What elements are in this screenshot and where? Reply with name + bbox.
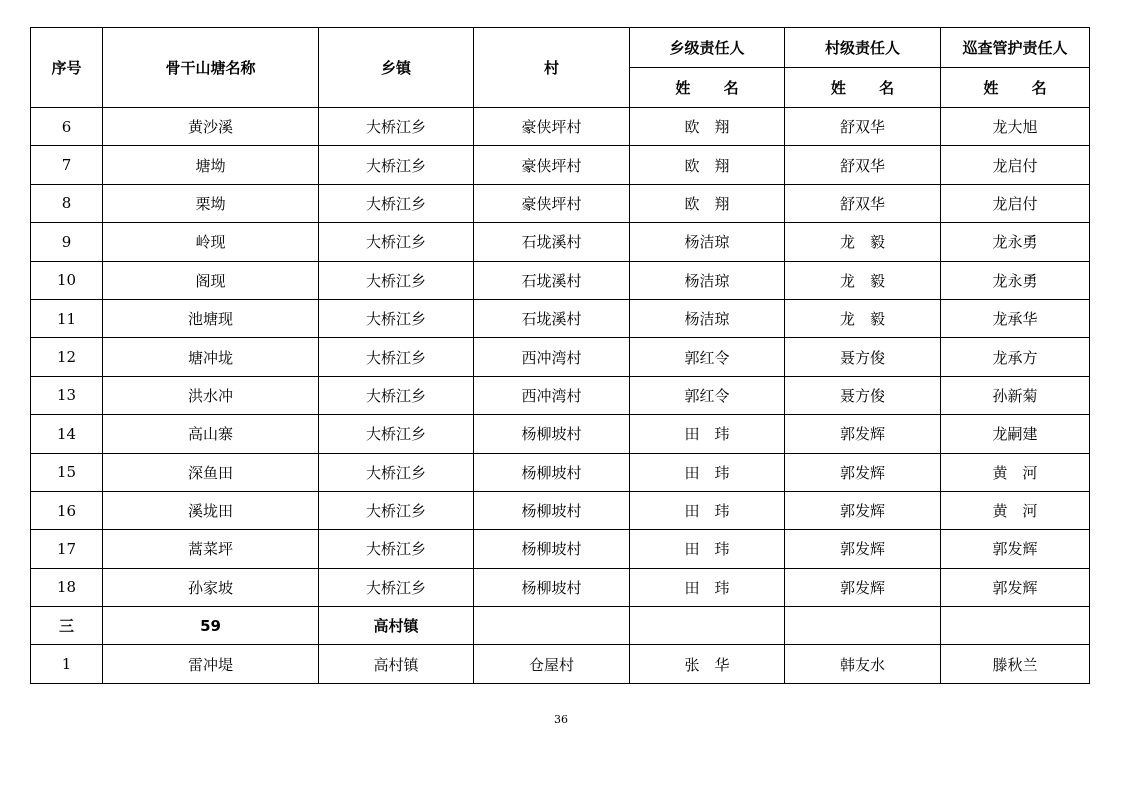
cell-patrol-person: 孙新菊	[941, 376, 1090, 414]
header-village: 村	[474, 28, 630, 108]
cell-pond-name: 栗坳	[103, 184, 319, 222]
cell-seq: 8	[31, 184, 103, 222]
header-seq: 序号	[31, 28, 103, 108]
cell-patrol-person: 黄 河	[941, 491, 1090, 529]
cell-pond-name: 洪水冲	[103, 376, 319, 414]
cell-township: 大桥江乡	[319, 415, 474, 453]
cell-township: 大桥江乡	[319, 261, 474, 299]
table-row	[31, 491, 1090, 529]
cell-village: 石垅溪村	[474, 223, 630, 261]
table-row	[31, 453, 1090, 491]
cell-seq: 7	[31, 146, 103, 184]
cell-village: 西冲湾村	[474, 338, 630, 376]
table-row	[31, 261, 1090, 299]
cell-seq: 15	[31, 453, 103, 491]
table-row	[31, 223, 1090, 261]
cell-township-person: 田 玮	[630, 530, 785, 568]
table-row	[31, 338, 1090, 376]
section-seq: 三	[31, 607, 103, 645]
section-township: 高村镇	[319, 607, 474, 645]
header-village-responsible: 村级责任人	[785, 28, 941, 68]
cell-pond-name: 蒿菜坪	[103, 530, 319, 568]
cell-township-person: 欧 翔	[630, 108, 785, 146]
cell-village: 豪侠坪村	[474, 108, 630, 146]
cell-township-person: 田 玮	[630, 415, 785, 453]
cell-township: 大桥江乡	[319, 568, 474, 606]
cell-pond-name: 高山寨	[103, 415, 319, 453]
table-row	[31, 568, 1090, 606]
cell-township: 大桥江乡	[319, 530, 474, 568]
cell-village-person: 郭发辉	[785, 568, 941, 606]
table-row	[31, 299, 1090, 337]
cell-village: 石垅溪村	[474, 299, 630, 337]
table-row	[31, 645, 1090, 683]
cell-township: 大桥江乡	[319, 299, 474, 337]
table-row	[31, 108, 1090, 146]
header-row-1	[31, 28, 1090, 68]
empty-cell	[785, 607, 941, 645]
cell-seq: 11	[31, 299, 103, 337]
cell-pond-name: 黄沙溪	[103, 108, 319, 146]
cell-seq: 16	[31, 491, 103, 529]
header-township-responsible: 乡级责任人	[630, 28, 785, 68]
section-count: 59	[103, 607, 319, 645]
cell-patrol-person: 黄 河	[941, 453, 1090, 491]
cell-patrol-person: 龙永勇	[941, 223, 1090, 261]
cell-township: 大桥江乡	[319, 146, 474, 184]
cell-pond-name: 溪垅田	[103, 491, 319, 529]
table-row	[31, 146, 1090, 184]
cell-seq: 6	[31, 108, 103, 146]
cell-pond-name: 池塘现	[103, 299, 319, 337]
cell-patrol-person: 郭发辉	[941, 568, 1090, 606]
cell-village-person: 郭发辉	[785, 415, 941, 453]
cell-village: 仓屋村	[474, 645, 630, 683]
cell-seq: 18	[31, 568, 103, 606]
cell-village: 杨柳坡村	[474, 415, 630, 453]
cell-pond-name: 雷冲堤	[103, 645, 319, 683]
table-row	[31, 184, 1090, 222]
cell-seq: 1	[31, 645, 103, 683]
table-body	[31, 108, 1090, 684]
cell-patrol-person: 龙嗣建	[941, 415, 1090, 453]
cell-patrol-person: 龙永勇	[941, 261, 1090, 299]
cell-pond-name: 塘冲垅	[103, 338, 319, 376]
page-number: 36	[554, 713, 568, 726]
header-pond-name: 骨干山塘名称	[103, 28, 319, 108]
cell-village: 杨柳坡村	[474, 453, 630, 491]
cell-township-person: 欧 翔	[630, 146, 785, 184]
cell-seq: 9	[31, 223, 103, 261]
cell-village-person: 聂方俊	[785, 376, 941, 414]
cell-seq: 13	[31, 376, 103, 414]
empty-cell	[941, 607, 1090, 645]
cell-township: 大桥江乡	[319, 184, 474, 222]
cell-village: 杨柳坡村	[474, 568, 630, 606]
cell-township-person: 郭红令	[630, 338, 785, 376]
cell-village-person: 舒双华	[785, 184, 941, 222]
cell-village: 杨柳坡村	[474, 491, 630, 529]
cell-patrol-person: 龙启付	[941, 184, 1090, 222]
cell-village-person: 郭发辉	[785, 530, 941, 568]
cell-pond-name: 阁现	[103, 261, 319, 299]
cell-village-person: 聂方俊	[785, 338, 941, 376]
cell-village: 石垅溪村	[474, 261, 630, 299]
cell-township-person: 田 玮	[630, 491, 785, 529]
cell-village-person: 郭发辉	[785, 453, 941, 491]
empty-cell	[474, 607, 630, 645]
cell-township-person: 张 华	[630, 645, 785, 683]
cell-township-person: 郭红令	[630, 376, 785, 414]
cell-township-person: 欧 翔	[630, 184, 785, 222]
cell-township: 大桥江乡	[319, 223, 474, 261]
cell-township-person: 田 玮	[630, 453, 785, 491]
cell-patrol-person: 郭发辉	[941, 530, 1090, 568]
cell-patrol-person: 龙启付	[941, 146, 1090, 184]
cell-village-person: 舒双华	[785, 108, 941, 146]
cell-village-person: 龙 毅	[785, 261, 941, 299]
cell-patrol-person: 龙大旭	[941, 108, 1090, 146]
header-name-label: 姓 名	[941, 68, 1090, 108]
cell-village: 西冲湾村	[474, 376, 630, 414]
cell-township: 大桥江乡	[319, 108, 474, 146]
cell-seq: 17	[31, 530, 103, 568]
header-name-label: 姓 名	[785, 68, 941, 108]
cell-township: 大桥江乡	[319, 453, 474, 491]
cell-seq: 14	[31, 415, 103, 453]
cell-township-person: 田 玮	[630, 568, 785, 606]
cell-village-person: 舒双华	[785, 146, 941, 184]
header-township: 乡镇	[319, 28, 474, 108]
header-name-label: 姓 名	[630, 68, 785, 108]
cell-township: 大桥江乡	[319, 376, 474, 414]
cell-pond-name: 岭现	[103, 223, 319, 261]
cell-township-person: 杨洁琼	[630, 299, 785, 337]
cell-village: 豪侠坪村	[474, 146, 630, 184]
cell-township-person: 杨洁琼	[630, 223, 785, 261]
table-row	[31, 376, 1090, 414]
pond-responsibility-table	[30, 27, 1090, 684]
cell-township: 大桥江乡	[319, 338, 474, 376]
cell-seq: 10	[31, 261, 103, 299]
cell-township: 大桥江乡	[319, 491, 474, 529]
cell-pond-name: 塘坳	[103, 146, 319, 184]
cell-pond-name: 孙家坡	[103, 568, 319, 606]
section-row	[31, 607, 1090, 645]
cell-village-person: 郭发辉	[785, 491, 941, 529]
cell-patrol-person: 龙承华	[941, 299, 1090, 337]
header-patrol-responsible: 巡查管护责任人	[941, 28, 1090, 68]
cell-patrol-person: 滕秋兰	[941, 645, 1090, 683]
table-row	[31, 530, 1090, 568]
cell-village-person: 龙 毅	[785, 299, 941, 337]
empty-cell	[630, 607, 785, 645]
table-row	[31, 415, 1090, 453]
cell-village-person: 龙 毅	[785, 223, 941, 261]
cell-village: 杨柳坡村	[474, 530, 630, 568]
cell-township: 高村镇	[319, 645, 474, 683]
cell-seq: 12	[31, 338, 103, 376]
cell-village-person: 韩友水	[785, 645, 941, 683]
cell-patrol-person: 龙承方	[941, 338, 1090, 376]
cell-pond-name: 深鱼田	[103, 453, 319, 491]
cell-township-person: 杨洁琼	[630, 261, 785, 299]
cell-village: 豪侠坪村	[474, 184, 630, 222]
